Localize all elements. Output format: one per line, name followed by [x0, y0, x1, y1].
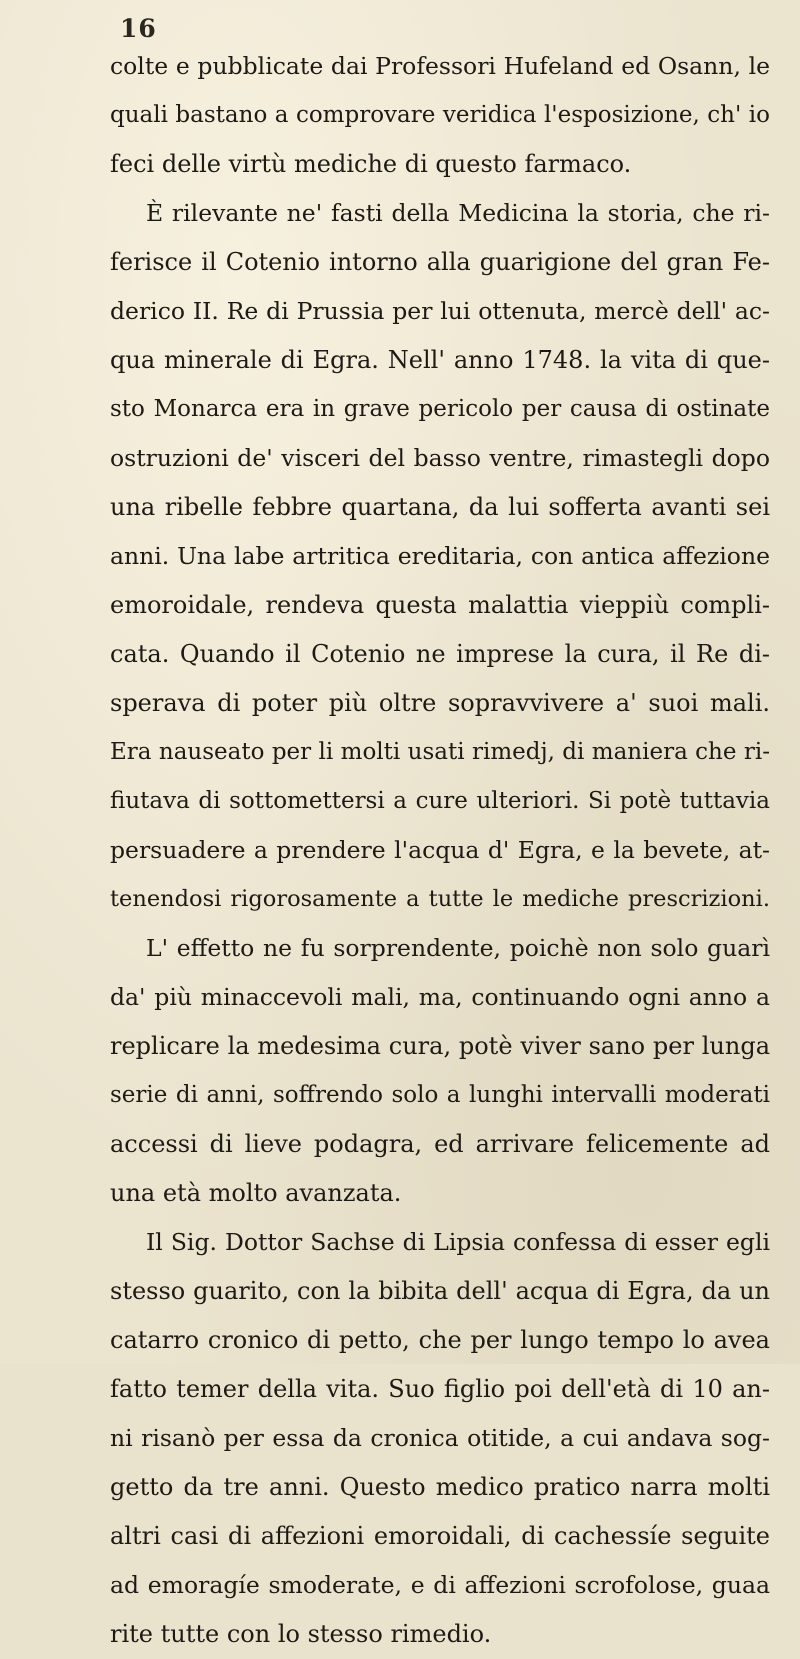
text-line: feci delle virtù mediche di questo farmaco.	[110, 150, 632, 178]
text-line: fiutava di sottomettersi a cure ulteriori. Si potè tuttavia	[110, 788, 770, 814]
text-line: fatto temer della vita. Suo figlio poi dell'età di 10 an-	[110, 1375, 770, 1403]
text-line: ferisce il Cotenio intorno alla guarigione del gran Fe-	[110, 248, 770, 276]
text-line: persuadere a prendere l'acqua d' Egra, e la bevete, at-	[110, 836, 770, 864]
text-line: ostruzioni de' visceri del basso ventre, rimastegli dopo	[110, 444, 770, 472]
text-line: quali bastano a comprovare veridica l'esposizione, ch' io	[110, 102, 770, 128]
text-line: ni risanò per essa da cronica otitide, a cui andava sog-	[110, 1424, 770, 1452]
page-number: 16	[120, 14, 157, 43]
text-line: da' più minaccevoli mali, ma, continuando ogni anno a	[110, 983, 770, 1011]
text-line: accessi di lieve podagra, ed arrivare felicemente ad	[110, 1130, 770, 1158]
text-line: sto Monarca era in grave pericolo per causa di ostinate	[110, 396, 770, 422]
text-line: una età molto avanzata.	[110, 1179, 402, 1207]
body-text	[110, 42, 770, 1659]
text-line: stesso guarito, con la bibita dell' acqua di Egra, da un	[110, 1277, 770, 1305]
text-line: getto da tre anni. Questo medico pratico narra molti	[110, 1473, 770, 1501]
text-line: L' effetto ne fu sorprendente, poichè non solo guarì	[146, 934, 770, 962]
text-line: una ribelle febbre quartana, da lui sofferta avanti sei	[110, 493, 770, 521]
text-line: emoroidale, rendeva questa malattia vieppiù compli-	[110, 591, 770, 619]
text-line: qua minerale di Egra. Nell' anno 1748. la vita di que-	[110, 346, 770, 374]
text-line: anni. Una labe artritica ereditaria, con antica affezione	[110, 542, 770, 570]
text-line: colte e pubblicate dai Professori Hufeland ed Osann, le	[110, 52, 770, 80]
text-line: derico II. Re di Prussia per lui ottenuta, mercè dell' ac-	[110, 297, 770, 325]
text-line: catarro cronico di petto, che per lungo tempo lo avea	[110, 1326, 770, 1354]
text-line: Era nauseato per li molti usati rimedj, di maniera che ri-	[110, 739, 770, 765]
text-line: cata. Quando il Cotenio ne imprese la cura, il Re di-	[110, 640, 770, 668]
text-line: rite tutte con lo stesso rimedio.	[110, 1620, 492, 1648]
text-line: serie di anni, soffrendo solo a lunghi intervalli moderati	[110, 1082, 770, 1108]
text-line: tenendosi rigorosamente a tutte le mediche prescrizioni.	[110, 886, 770, 912]
text-line: replicare la medesima cura, potè viver sano per lunga	[110, 1032, 770, 1060]
text-line: sperava di poter più oltre sopravvivere a' suoi mali.	[110, 689, 770, 717]
text-line: È rilevante ne' fasti della Medicina la storia, che ri-	[146, 199, 770, 227]
text-line: ad emoragíe smoderate, e di affezioni scrofolose, guaa	[110, 1571, 770, 1599]
text-line: altri casi di affezioni emoroidali, di cachessíe seguite	[110, 1522, 770, 1550]
text-line: Il Sig. Dottor Sachse di Lipsia confessa di esser egli	[146, 1228, 770, 1256]
